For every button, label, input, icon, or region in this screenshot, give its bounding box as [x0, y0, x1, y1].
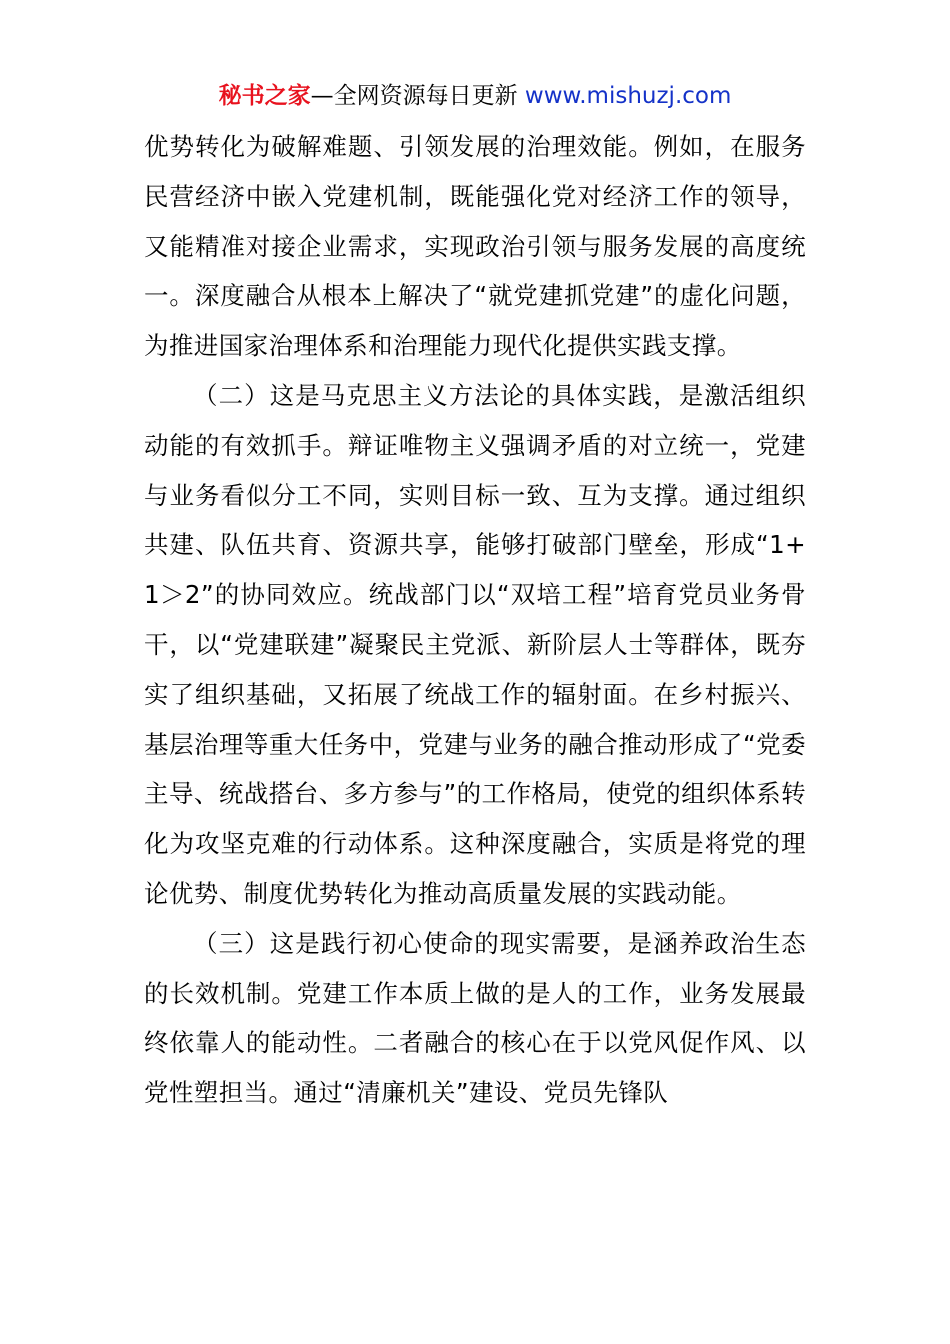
site-brand: 秘书之家 — [218, 83, 311, 109]
site-url-link[interactable]: www.mishuzj.com — [524, 83, 732, 109]
page-header — [0, 80, 950, 112]
paragraph-3: （三）这是践行初心使命的现实需要，是涵养政治生态的长效机制。党建工作本质上做的是人的工作，业务发展最终依靠人的能动性。二者融合的核心在于以党风促作风、以党性塑担当。通过“清廉机关”建设、党员先锋队 — [144, 928, 806, 1108]
paragraph-2: （二）这是马克思主义方法论的具体实践，是激活组织动能的有效抓手。辩证唯物主义强调矛盾的对立统一，党建与业务看似分工不同，实则目标一致、互为支撑。通过组织共建、队伍共育、资源共享，能够打破部门壁垒，形成“1+1＞2”的协同效应。统战部门以“双培工程”培育党员业务骨干，以“党建联建”凝聚民主党派、新阶层人士等群体，既夯实了组织基础，又拓展了统战工作的辐射面。在乡村振兴、基层治理等重大任务中，党建与业务的融合推动形成了“党委主导、统战搭台、多方参与”的工作格局，使党的组织体系转化为攻坚克难的行动体系。这种深度融合，实质是将党的理论优势、制度优势转化为推动高质量发展的实践动能。 — [144, 380, 806, 908]
document-body — [144, 122, 806, 1118]
site-tagline: —全网资源每日更新 — [310, 83, 525, 109]
paragraph-1: 优势转化为破解难题、引领发展的治理效能。例如，在服务民营经济中嵌入党建机制，既能强化党对经济工作的领导，又能精准对接企业需求，实现政治引领与服务发展的高度统一。深度融合从根本上解决了“就党建抓党建”的虚化问题，为推进国家治理体系和治理能力现代化提供实践支撑。 — [144, 132, 806, 361]
